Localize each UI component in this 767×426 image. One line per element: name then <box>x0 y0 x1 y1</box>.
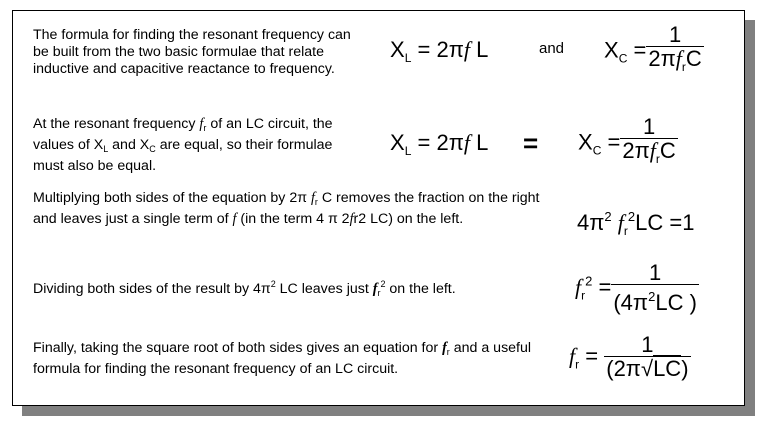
section-3-equation: $4\pi^2$ $f_r^2LC =1$ <box>577 209 695 238</box>
section-2-text: At the resonant frequency $f_r$ of an LC circuit, the values of $X_L$ and $X_C$ are equal, so their formulae must also be equal. <box>33 116 333 174</box>
section-1-text: The formula for finding the resonant frequency can be built from the two basic formulae that relate inductive and capacitive reactance to frequency. <box>33 27 351 77</box>
section-2-xl-equation: $X_L = 2\pi f$ L <box>390 130 489 158</box>
section-2-equals: = <box>523 128 539 158</box>
section-5-equation: $f_r$ = $\frac{1}{(2\pi√LC)}$ <box>569 332 689 381</box>
section-1-xc-equation: $X_C$ = $\frac{1}{2\pi f_rC}$ <box>604 24 704 79</box>
section-5-text: Finally, taking the square root of both sides gives an equation for $f_r$ and a useful formula for finding the resonant frequency of an LC circuit. <box>33 340 532 377</box>
section-4-equation: $f_r^2$ = $\frac{1}{(4\pi^2LC )}$ <box>575 260 697 315</box>
section-2-xc-equation: $X_C$ = $\frac{1}{2\pi f_rC}$ <box>578 116 678 171</box>
section-4-text: Dividing both sides of the result by $4\pi^2$ LC leaves just $f_r^2$ on the left. <box>33 279 456 298</box>
section-1-xl-equation: $X_L = 2\pi f$ L <box>390 37 489 65</box>
section-3-text: Multiplying both sides of the equation by 2π $f_r$ C removes the fraction on the right and leaves just a single term of f (in the term 4 π 2fr2 LC) on the left. <box>33 190 540 227</box>
section-1-and: and <box>539 40 565 57</box>
